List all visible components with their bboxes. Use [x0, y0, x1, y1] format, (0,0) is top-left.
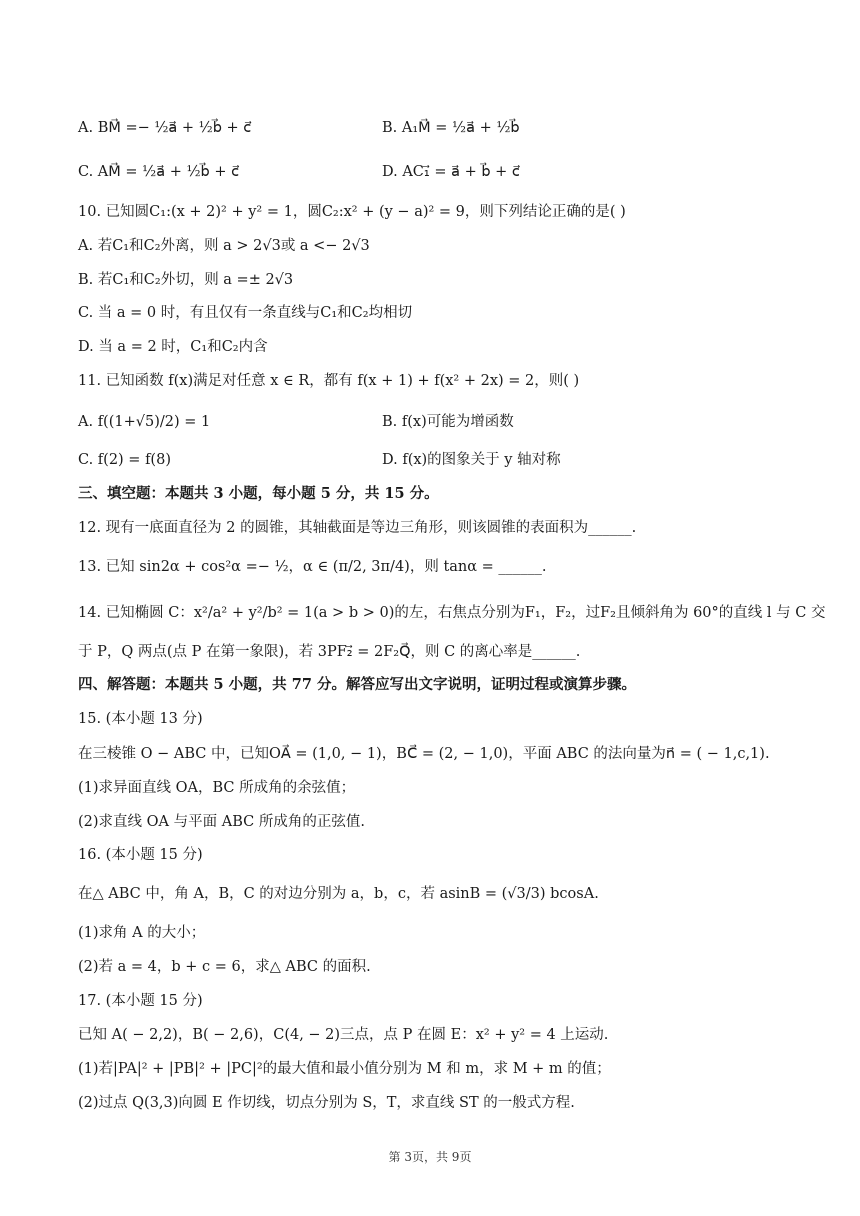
q10-option-b: B. 若C₁和C₂外切，则 a =± 2√3: [78, 272, 294, 288]
q9-option-b: B. A₁M⃗ = ½a⃗ + ½b⃗: [382, 120, 520, 136]
q11-option-d: D. f(x)的图象关于 y 轴对称: [382, 452, 561, 468]
q10-option-d: D. 当 a = 2 时，C₁和C₂内含: [78, 339, 268, 355]
q16-body: 在△ ABC 中，角 A，B，C 的对边分别为 a，b，c，若 asinB = (√3/3) bcosA.: [78, 886, 599, 902]
section-fill-blank-heading: 三、填空题：本题共 3 小题，每小题 5 分，共 15 分。: [78, 485, 439, 502]
q15-body: 在三棱锥 O − ABC 中，已知OA⃗ = (1,0, − 1)，BC⃗ = (2, − 1,0)，平面 ABC 的法向量为n⃗ = ( − 1,c,1).: [78, 746, 770, 762]
q14-line2: 于 P，Q 两点(点 P 在第一象限)，若 3PF₂⃗ = 2F₂Q⃗，则 C 的离心率是______.: [78, 644, 581, 660]
q10-option-a: A. 若C₁和C₂外离，则 a > 2√3或 a <− 2√3: [78, 238, 370, 254]
q13-text: 13. 已知 sin2α + cos²α =− ½，α ∈ (π/2, 3π/4)，则 tanα = ______.: [78, 559, 547, 575]
q10-stem: 10. 已知圆C₁:(x + 2)² + y² = 1，圆C₂:x² + (y − a)² = 9，则下列结论正确的是( ): [78, 204, 626, 220]
q11-stem: 11. 已知函数 f(x)满足对任意 x ∈ R，都有 f(x + 1) + f(x² + 2x) = 2，则( ): [78, 373, 580, 389]
q10-option-c: C. 当 a = 0 时，有且仅有一条直线与C₁和C₂均相切: [78, 305, 413, 321]
q9-option-d: D. AC₁⃗ = a⃗ + b⃗ + c⃗: [382, 164, 520, 180]
q17-body: 已知 A( − 2,2)，B( − 2,6)，C(4, − 2)三点，点 P 在圆 E：x² + y² = 4 上运动.: [78, 1027, 609, 1043]
q12-text: 12. 现有一底面直径为 2 的圆锥，其轴截面是等边三角形，则该圆锥的表面积为______.: [78, 520, 637, 536]
q15-heading: 15. (本小题 13 分): [78, 711, 203, 727]
q17-part1: (1)若|PA|² + |PB|² + |PC|²的最大值和最小值分别为 M 和 m，求 M + m 的值；: [78, 1061, 611, 1077]
q11-option-b: B. f(x)可能为增函数: [382, 414, 514, 430]
page-footer: 第 3页，共 9页: [388, 1150, 472, 1164]
q15-part2: (2)求直线 OA 与平面 ABC 所成角的正弦值.: [78, 814, 365, 830]
q16-part1: (1)求角 A 的大小；: [78, 925, 206, 941]
q14-line1: 14. 已知椭圆 C：x²/a² + y²/b² = 1(a > b > 0)的左，右焦点分别为F₁，F₂，过F₂且倾斜角为 60°的直线 l 与 C 交: [78, 605, 826, 621]
q15-part1: (1)求异面直线 OA，BC 所成角的余弦值；: [78, 780, 356, 796]
q11-option-c: C. f(2) = f(8): [78, 452, 171, 468]
q17-part2: (2)过点 Q(3,3)向圆 E 作切线，切点分别为 S，T，求直线 ST 的一般式方程.: [78, 1095, 575, 1111]
q16-heading: 16. (本小题 15 分): [78, 847, 203, 863]
q11-option-a: A. f((1+√5)/2) = 1: [78, 414, 211, 430]
section-solve-heading: 四、解答题：本题共 5 小题，共 77 分。解答应写出文字说明，证明过程或演算步骤。: [78, 676, 636, 693]
q9-option-c: C. AM⃗ = ½a⃗ + ½b⃗ + c⃗: [78, 164, 240, 180]
q17-heading: 17. (本小题 15 分): [78, 993, 203, 1009]
q9-option-a: A. BM⃗ =− ½a⃗ + ½b⃗ + c⃗: [78, 120, 252, 136]
q16-part2: (2)若 a = 4，b + c = 6，求△ ABC 的面积.: [78, 959, 371, 975]
